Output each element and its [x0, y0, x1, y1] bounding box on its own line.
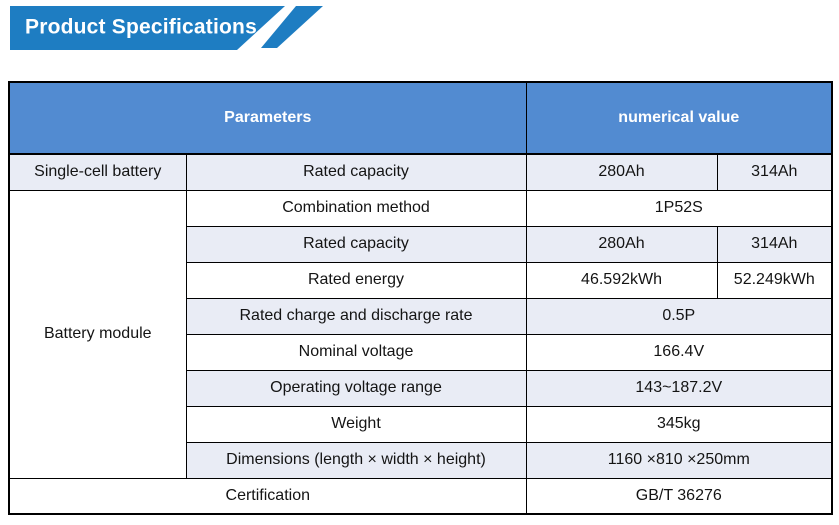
header-parameters: Parameters [9, 82, 526, 154]
row-single-cell-rated-capacity [9, 154, 832, 190]
value-weight: 345kg [526, 406, 832, 442]
header-numerical-value: numerical value [526, 82, 832, 154]
group-single-cell-battery: Single-cell battery [9, 154, 186, 190]
value-rated-energy-280: 46.592kWh [526, 262, 717, 298]
param-voltage-range: Operating voltage range [186, 370, 526, 406]
page-title: Product Specifications [25, 15, 257, 39]
param-certification: Certification [9, 478, 526, 514]
row-certification [9, 478, 832, 514]
value-314ah-module: 314Ah [717, 226, 832, 262]
row-combination-method [9, 190, 832, 226]
group-battery-module: Battery module [9, 190, 186, 478]
value-nominal-voltage: 166.4V [526, 334, 832, 370]
param-rated-capacity-cell: Rated capacity [186, 154, 526, 190]
param-rated-energy: Rated energy [186, 262, 526, 298]
value-combination-method: 1P52S [526, 190, 832, 226]
param-charge-rate: Rated charge and discharge rate [186, 298, 526, 334]
param-weight: Weight [186, 406, 526, 442]
spec-table [8, 81, 833, 515]
param-nominal-voltage: Nominal voltage [186, 334, 526, 370]
param-dimensions: Dimensions (length × width × height) [186, 442, 526, 478]
table-header-row [9, 82, 832, 154]
section-header-banner [10, 4, 332, 52]
value-rated-energy-314: 52.249kWh [717, 262, 832, 298]
value-280ah-cell: 280Ah [526, 154, 717, 190]
value-certification: GB/T 36276 [526, 478, 832, 514]
value-charge-rate: 0.5P [526, 298, 832, 334]
value-314ah-cell: 314Ah [717, 154, 832, 190]
value-voltage-range: 143~187.2V [526, 370, 832, 406]
value-280ah-module: 280Ah [526, 226, 717, 262]
param-rated-capacity-module: Rated capacity [186, 226, 526, 262]
value-dimensions: 1160 ×810 ×250mm [526, 442, 832, 478]
param-combination-method: Combination method [186, 190, 526, 226]
